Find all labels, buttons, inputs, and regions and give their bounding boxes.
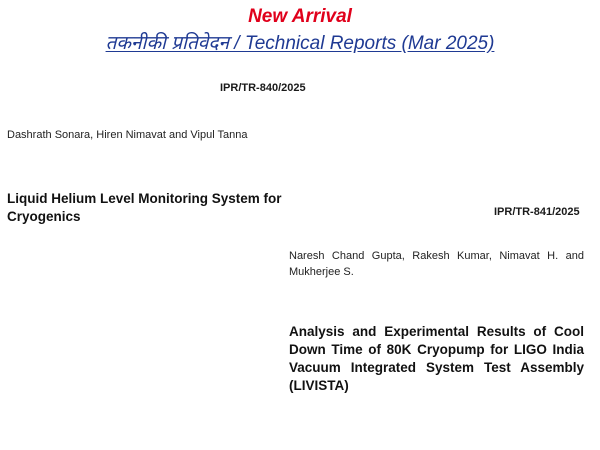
report-code: IPR/TR-841/2025 — [494, 206, 580, 218]
report-authors: Naresh Chand Gupta, Rakesh Kumar, Nimavat H. and Mukherjee S. — [289, 250, 584, 278]
technical-reports-subtitle: तकनीकी प्रतिवेदन / Technical Reports (Mar 2025) — [105, 33, 495, 54]
new-arrival-heading: New Arrival — [248, 6, 352, 27]
report-title: Analysis and Experimental Results of Cool Down Time of 80K Cryopump for LIGO India Vacuum Integrated System Test Assembly (LIVISTA) — [289, 324, 584, 393]
page-header — [0, 6, 600, 56]
report-code: IPR/TR-840/2025 — [220, 82, 306, 94]
report-authors: Dashrath Sonara, Hiren Nimavat and Vipul Tanna — [7, 129, 248, 141]
report-title: Liquid Helium Level Monitoring System for Cryogenics — [7, 191, 282, 224]
